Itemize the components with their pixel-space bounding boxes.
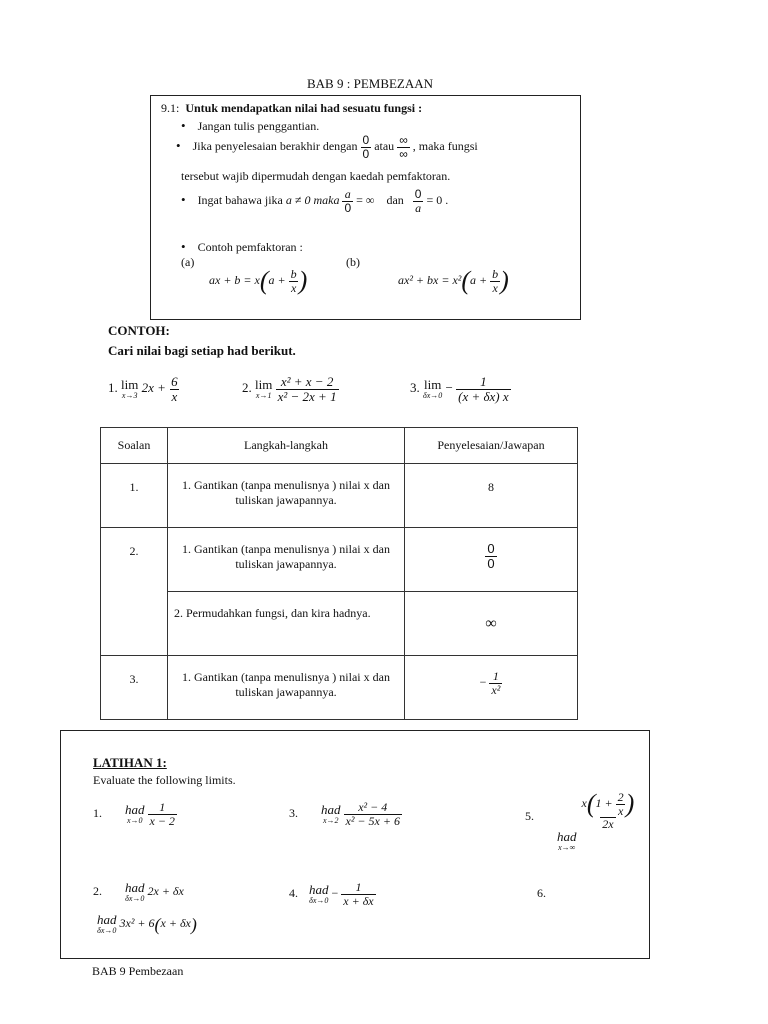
table-header-row [101,428,578,464]
bullet-2-line2: tersebut wajib dipermudah dengan kaedah pemfaktoran. [181,169,451,183]
header-jawapan: Penyelesaian/Jawapan [405,428,578,464]
zero-over-zero: $\frac{0}{0}$ [362,133,370,161]
bullet-4: • Contoh pemfaktoran : [181,239,303,254]
section-number: 9.1: [161,101,180,115]
exercise-4: 4. had δx→0 − $\frac{1}{x + \delta x}$ [289,880,374,908]
bullet-2-text: Jika penyelesaian berakhir dengan [192,138,358,153]
bullet-1-text: Jangan tulis penggantian. [197,119,320,133]
a-over-zero: $\frac{a}{0}$ [344,187,352,215]
solution-table [100,427,578,720]
exercise-1-number: 1. [93,805,102,820]
factor-example-b: ax² + bx = x²(a + $\frac{b}{x}$ ) [398,266,509,296]
row-2-soalan: 2. [101,528,168,592]
bullet-3: • Ingat bahawa jika a ≠ 0 maka $\frac{a}{0}$ = ∞ dan $\frac{0}{a}$ = 0 . [181,187,449,215]
bullet-1: • Jangan tulis penggantian. [181,118,320,133]
exercise-4-number: 4. [289,885,298,900]
latihan-heading: LATIHAN 1: [93,755,167,770]
latihan-instruction: Evaluate the following limits. [93,773,236,787]
row-3-soalan [101,592,168,656]
contoh-question-1: 1. lim x→3 2x + $\frac{6}{x}$ [108,374,178,404]
label-b: (b) [346,255,360,269]
row-1-langkah: 1. Gantikan (tanpa menulisnya ) nilai x dan tuliskan jawapannya. [168,464,405,528]
bullet-2: • Jika penyelesaian berakhir dengan $\frac{0}{0}$ atau $\frac{\infty}{\infty}$ , maka fungsi [176,133,478,161]
row-1-jawapan: 8 [405,464,578,528]
section-heading: Untuk mendapatkan nilai had sesuatu fungsi : [185,101,423,115]
exercise-5: 5. had x→∞ x(1 + $\frac{2}{x}$ ) 2x [525,789,635,852]
exercise-2-number: 2. [93,883,102,898]
table-row [101,528,578,592]
exercise-6: had δx→0 3x² + 6(x + δx) [97,912,197,935]
contoh-subheading: Cari nilai bagi setiap had berikut. [108,343,296,358]
table-row [101,464,578,528]
bullet-3-text: Ingat bahawa jika [197,192,283,207]
exercise-2: 2. had δx→0 2x + δx [93,880,184,903]
rules-box [150,95,581,320]
bullet-2-post: , maka fungsi [412,138,478,153]
row-3-jawapan: ∞ [405,592,578,656]
row-2-jawapan: $\frac{0}{0}$ [405,528,578,592]
row-4-langkah: 1. Gantikan (tanpa menulisnya ) nilai x dan tuliskan jawapannya. [168,656,405,720]
q3-number: 3. [410,380,420,396]
exercise-1: 1. had x→0 $\frac{1}{x - 2}$ [93,800,175,828]
bullet-2-mid: atau [374,138,395,153]
factor-example-a: ax + b = x(a + $\frac{b}{x}$ ) [209,266,308,296]
page-footer: BAB 9 Pembezaan [92,964,184,978]
row-4-jawapan: − $\frac{1}{\text{x²}}$ [405,656,578,720]
contoh-question-3: 3. lim δx→0 − $\frac{1}{(x + \delta x) x}$ [410,374,509,404]
exercise-3: 3. had x→2 $\frac{\text{x² − 4}}{\text{x² − 5x + 6}}$ [289,800,400,828]
exercise-5-number: 5. [525,809,534,823]
bullet-3-cond: a ≠ 0 maka [285,192,340,207]
zero-over-a: $\frac{0}{a}$ [414,187,422,215]
inf-over-inf: $\frac{\infty}{\infty}$ [399,133,408,161]
table-row [101,592,578,656]
q1-number: 1. [108,380,118,396]
bullet-4-text: Contoh pemfaktoran : [197,240,303,254]
header-soalan: Soalan [101,428,168,464]
contoh-heading: CONTOH: [108,323,170,338]
q2-number: 2. [242,380,252,396]
bullet-3-mid: dan [386,192,404,207]
exercise-6-number: 6. [537,886,546,900]
latihan-box [60,730,650,959]
row-3-langkah: 2. Permudahkan fungsi, dan kira hadnya. [168,592,405,656]
label-a: (a) [181,255,195,269]
page-title: BAB 9 : PEMBEZAAN [307,76,434,91]
exercise-3-number: 3. [289,805,298,820]
table-row [101,656,578,720]
row-1-soalan: 1. [101,464,168,528]
row-2-langkah: 1. Gantikan (tanpa menulisnya ) nilai x dan tuliskan jawapannya. [168,528,405,592]
contoh-question-2: 2. lim x→1 $\frac{\text{x² + x − 2}}{\text{x² − 2x + 1}}$ [242,374,337,404]
row-4-soalan: 3. [101,656,168,720]
header-langkah: Langkah-langkah [168,428,405,464]
